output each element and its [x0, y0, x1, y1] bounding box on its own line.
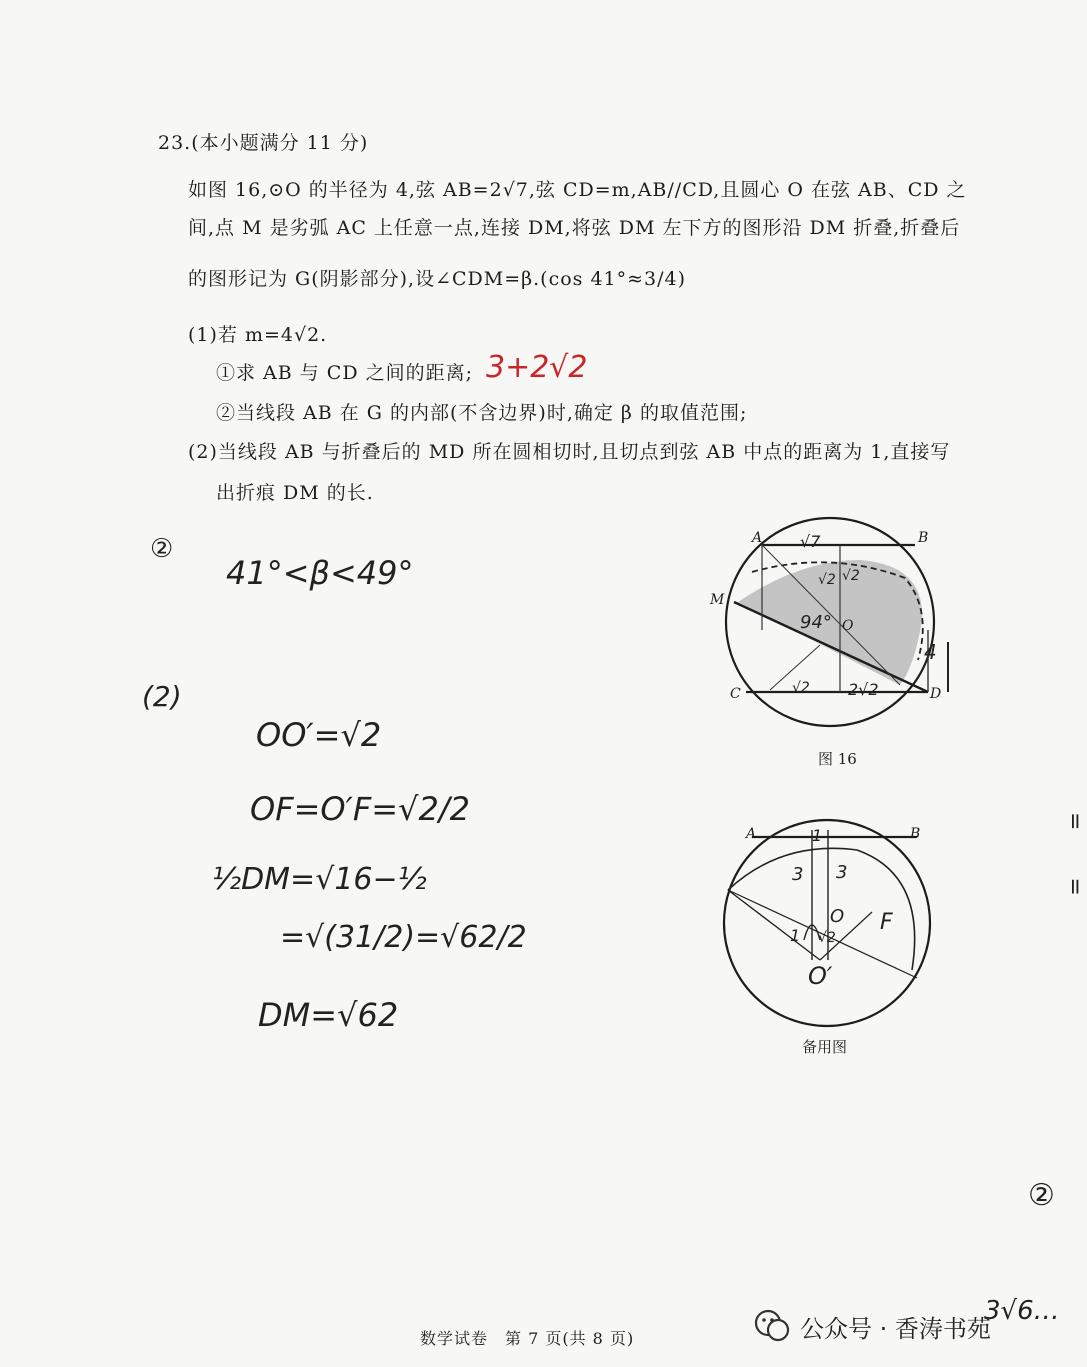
fig16-note-side-b: √2: [842, 568, 860, 584]
spare-label-b: B: [910, 826, 921, 842]
spare-caption: 备用图: [802, 1038, 848, 1056]
watermark: [752, 1306, 991, 1346]
fig16-label-d: D: [930, 686, 942, 702]
fig16-note-angle: 94°: [800, 612, 832, 633]
question-intro-line-3: 的图形记为 G(阴影部分),设∠CDM=β.(cos 41°≈3/4): [188, 268, 687, 290]
question-intro-line-1: 如图 16,⊙O 的半径为 4,弦 AB=2√7,弦 CD=m,AB//CD,且圆心 O 在弦 AB、CD 之: [188, 179, 967, 201]
hand-line-2: OF=O′F=√2/2: [250, 790, 470, 828]
part1-sub2: ②当线段 AB 在 G 的内部(不含边界)时,确定 β 的取值范围;: [216, 402, 748, 424]
spare-note-three-left: 3: [792, 864, 804, 885]
spare-label-o-prime: O′: [808, 962, 833, 990]
fig16-caption: 图 16: [818, 750, 857, 768]
fig16-label-b: B: [918, 530, 929, 546]
spare-label-f: F: [880, 910, 893, 935]
fig16-note-four: 4: [924, 640, 937, 664]
part2-line-2: 出折痕 DM 的长.: [216, 482, 374, 504]
fig16-note-ab-half: √7: [800, 532, 821, 551]
hand-part2-label: (2): [142, 680, 182, 713]
spare-note-one-b: 1: [790, 926, 801, 945]
watermark-text: 公众号 · 香涛书苑: [800, 1314, 991, 1343]
fig16-note-cd-part: √2: [792, 680, 810, 696]
spare-label-a: A: [746, 826, 757, 842]
hand-line-5: DM=√62: [258, 996, 399, 1034]
fig16-label-m: M: [710, 592, 725, 608]
page-footer: 数学试卷 第 7 页(共 8 页): [420, 1329, 635, 1348]
fig16-note-side-a: √2: [818, 572, 836, 588]
hand-beta-range: 41°<β<49°: [226, 554, 414, 592]
fig16-note-cd-half: 2√2: [848, 680, 879, 699]
fig16-label-a: A: [752, 530, 763, 546]
hand-bottom-fragment: 3√6…: [984, 1296, 1060, 1326]
spare-note-sqrt2: √2: [818, 930, 836, 946]
fig16-label-o: O: [842, 618, 854, 634]
hand-circle-2: ②: [150, 534, 174, 564]
hand-right-marks: = =: [1062, 812, 1087, 916]
part1-condition: (1)若 m=4√2.: [188, 324, 328, 346]
wechat-icon: [752, 1306, 792, 1346]
hand-line-3: ½DM=√16−½: [212, 862, 427, 897]
hand-line-4: =√(31/2)=√62/2: [280, 920, 527, 955]
spare-label-o: O: [830, 906, 845, 927]
fig16-label-c: C: [730, 686, 741, 702]
hand-line-1: OO′=√2: [256, 716, 382, 754]
spare-note-three-right: 3: [836, 862, 848, 883]
answer-distance: 3+2√2: [486, 350, 588, 385]
figure-16: [700, 510, 970, 740]
part2-line-1: (2)当线段 AB 与折叠后的 MD 所在圆相切时,且切点到弦 AB 中点的距离为 1,直接写: [188, 441, 951, 463]
spare-note-one-a: 1: [812, 826, 823, 845]
question-header: 23.(本小题满分 11 分): [158, 132, 369, 154]
part1-sub1: ①求 AB 与 CD 之间的距离;: [216, 362, 474, 384]
hand-bottom-circle: ②: [1028, 1178, 1055, 1213]
question-intro-line-2: 间,点 M 是劣弧 AC 上任意一点,连接 DM,将弦 DM 左下方的图形沿 DM 折叠,折叠后: [188, 217, 961, 239]
